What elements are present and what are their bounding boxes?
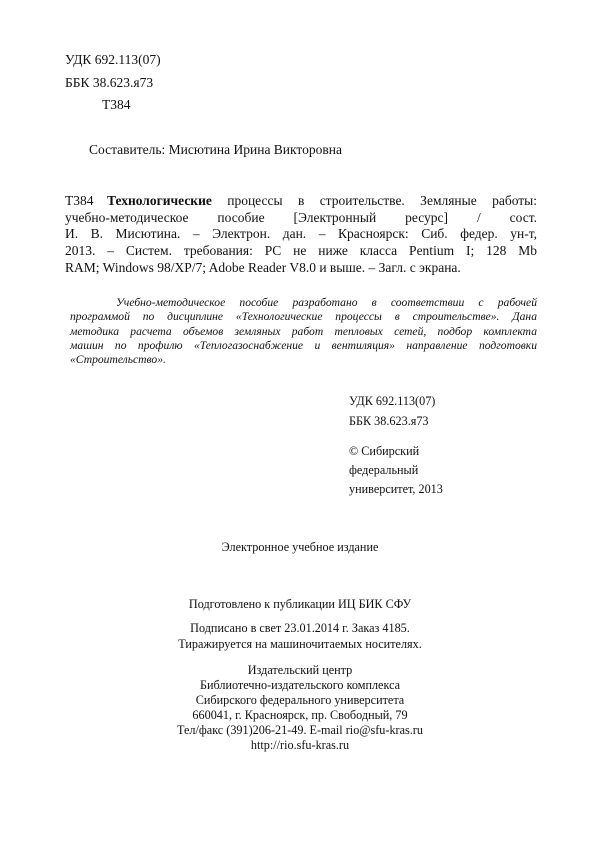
description-title: Технологические [107, 193, 212, 208]
publisher-line-1: Издательский центр [247, 663, 353, 677]
description-title-rest: процессы в строительстве. Земляные работы: [227, 193, 537, 208]
publisher-address: 660041, г. Красноярск, пр. Свободный, 79 [192, 708, 408, 722]
description-line-3: И. В. Мисютина. – Электрон. дан. – Красноярск: Сиб. федер. ун-т, [65, 226, 537, 242]
author-code: Т384 [102, 97, 131, 112]
publisher-line-2: Библиотечно-издательского комплекса [199, 678, 401, 692]
annotation-line-2: программой по дисциплине «Технологические процессы в строительстве». Дана [70, 310, 537, 324]
copyright-line-1: © Сибирский [349, 444, 420, 458]
compiler-line: Составитель: Мисютина Ирина Викторовна [89, 142, 342, 157]
signed-line-1: Подписано в свет 23.01.2014 г. Заказ 4185. [190, 621, 410, 635]
publisher-contacts: Тел/факс (391)206-21-49. E-mail rio@sfu-kras.ru [177, 723, 423, 737]
prepared-line: Подготовлено к публикации ИЦ БИК СФУ [188, 597, 412, 611]
udk-code: УДК 692.113(07) [65, 52, 161, 67]
copyright-line-3: университет, 2013 [349, 482, 443, 496]
annotation-line-3: методика расчета объемов земляных работ тепловых сетей, подбор комплекта [70, 324, 537, 338]
annotation [70, 296, 537, 367]
bibliographic-description [65, 193, 537, 277]
edition-type: Электронное учебное издание [221, 540, 379, 554]
description-line-5: RAM; Windows 98/XP/7; Adobe Reader V8.0 и выше. – Загл. с экрана. [65, 259, 461, 275]
annotation-line-1: Учебно-методическое пособие разработано в соответствии с рабочей [116, 296, 537, 309]
annotation-line-5: «Строительство». [70, 353, 166, 367]
copyright-line-2: федеральный [349, 463, 419, 477]
description-line-4: 2013. – Систем. требования: PC не ниже класса Pentium I; 128 Mb [65, 243, 537, 259]
description-code: Т384 [65, 193, 94, 208]
bbk-code: ББК 38.623.я73 [65, 75, 154, 90]
classification-bbk: ББК 38.623.я73 [349, 414, 429, 428]
publisher-website: http://rio.sfu-kras.ru [250, 738, 350, 752]
annotation-line-4: машин по профилю «Теплогазоснабжение и вентиляция» направление подготовки [70, 338, 537, 352]
signed-line-2: Тиражируется на машиночитаемых носителях. [178, 637, 422, 651]
description-line-2: учебно-методическое пособие [Электронный ресурс] / сост. [65, 209, 537, 225]
description-line-1 [65, 193, 537, 210]
classification-udk: УДК 692.113(07) [349, 394, 436, 408]
publisher-line-3: Сибирского федерального университета [195, 693, 405, 707]
